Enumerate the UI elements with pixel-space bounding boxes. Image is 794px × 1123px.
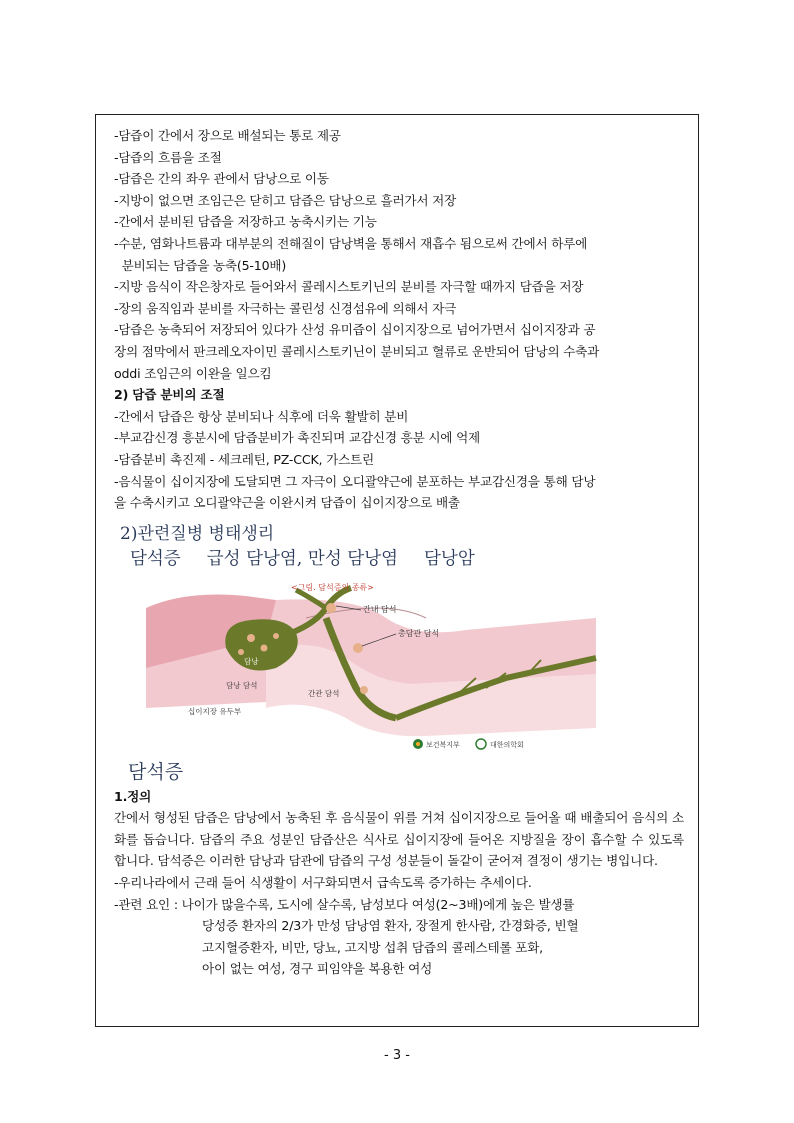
logo-ministry: 보건복지부 [426, 740, 460, 749]
function-line: 분비되는 담즙을 농축(5-10배) [114, 257, 287, 273]
function-line: -지방이 없으면 조임근은 닫히고 담즙은 담낭으로 흘러가서 저장 [114, 192, 457, 208]
regulation-line: -부교감신경 흥분시에 담즙분비가 촉진되며 교감신경 흥분 시에 억제 [114, 430, 481, 446]
stone-dot [238, 649, 244, 655]
label-duodenum: 십이지장 유두부 [188, 706, 242, 716]
function-line: 장의 점막에서 판크레오자이민 콜레시스토키닌이 분비되고 혈류로 운반되어 담낭의 수축과 [114, 343, 600, 359]
label-hepatic-duct-stone: 간관 담석 [308, 688, 340, 698]
regulation-list [114, 406, 684, 514]
gallstone-figure [126, 578, 616, 756]
function-line: -지방 음식이 작은창자로 들어와서 콜레시스토키닌의 분비를 자극할 때까지 담즙을 저장 [114, 279, 584, 295]
biliary-illustration [126, 578, 616, 756]
function-line: -담즙은 간의 좌우 관에서 담낭으로 이동 [114, 171, 329, 187]
function-line: -담즙의 흐름을 조절 [114, 149, 222, 165]
label-gallbladder: 담낭 [244, 656, 259, 666]
factors-line: 아이 없는 여성, 경구 피임약을 복용한 여성 [202, 961, 433, 977]
stone-dot [247, 634, 255, 642]
stone-dot [261, 644, 268, 651]
factors-line: 당성증 환자의 2/3가 만성 담낭염 환자, 장절게 한사람, 간경화증, 빈혈 [202, 918, 579, 934]
factors-line: -관련 요인 : 나이가 많을수록, 도시에 살수록, 남성보다 여성(2~3배)에게 높은 발생률 [114, 896, 575, 912]
function-line: oddi 조임근의 이완을 일으킴 [114, 365, 272, 381]
figure-caption: <그림. 담석증의 종류> [291, 582, 374, 592]
function-line: -담즙이 간에서 장으로 배설되는 통로 제공 [114, 128, 341, 143]
page-number: - 3 - [384, 1048, 410, 1063]
logo-association: 대한의학회 [490, 740, 524, 749]
disease-item: 급성 담낭염, 만성 담낭염 [206, 548, 399, 569]
trend-line: -우리나라에서 근래 들어 식생활이 서구화되면서 급속도록 증가하는 추세이다. [114, 875, 532, 891]
function-line: -수분, 염화나트륨과 대부분의 전해질이 담낭벽을 통해서 재흡수 됨으로써 간에서 하루에 [114, 235, 588, 251]
page-frame [95, 114, 699, 1027]
disease-item: 담석증 [130, 548, 181, 569]
regulation-line: 을 수축시키고 오디괄약근을 이완시켜 담즙이 십이지장으로 배출 [114, 495, 460, 511]
gallstone-heading: 담석증 [128, 760, 184, 783]
disease-list [114, 546, 684, 572]
definition-paragraph: 간에서 형성된 담즙은 담낭에서 농축된 후 음식물이 위를 거쳐 십이지장으로 들어올 때 배출되어 음식의 소화를 돕습니다. 담즙의 주요 성분인 담즙산은 식사로 십이지장에 들어온 지방질을 장이 흡수할 수 있도록 합니다. 담석증은 이러한 담낭과 담관에 담즙의 구성 성분들이 돌같이 굳어져 결정이 생기는 병입니다. [114, 810, 684, 869]
definition-heading: 1.정의 [114, 788, 152, 804]
regulation-line: -담즙분비 촉진제 - 세크레틴, PZ-CCK, 가스트린 [114, 451, 374, 467]
factors-line: 고지혈증환자, 비만, 당뇨, 고지방 섭취 담즙의 콜레스테롤 포화, [202, 939, 543, 955]
function-line: -간에서 분비된 담즙을 저장하고 농축시키는 기능 [114, 214, 377, 230]
regulation-line: -간에서 담즙은 항상 분비되나 식후에 더욱 활발히 분비 [114, 408, 409, 424]
disease-item: 담낭암 [424, 548, 475, 569]
function-line: -담즙은 농축되어 저장되어 있다가 산성 유미즙이 십이지장으로 넘어가면서 십이지장과 공 [114, 322, 596, 338]
regulation-line: -음식물이 십이지장에 도달되면 그 자극이 오디괄약근에 분포하는 부교감신경을 통해 담낭 [114, 473, 596, 489]
regulation-heading: 2) 담즙 분비의 조절 [114, 387, 225, 403]
label-gallbladder-stone: 담낭 담석 [226, 680, 258, 690]
label-common-duct: 총담관 담석 [398, 628, 440, 638]
function-line: -장의 움직임과 분비를 자극하는 콜린성 신경섬유에 의해서 자극 [114, 300, 457, 316]
section-heading: 2)관련질병 병태생리 [120, 523, 275, 544]
function-list [114, 125, 684, 384]
page-content [114, 125, 684, 980]
stone-dot [273, 633, 279, 639]
label-intrahepatic: 간내 담석 [363, 604, 397, 614]
